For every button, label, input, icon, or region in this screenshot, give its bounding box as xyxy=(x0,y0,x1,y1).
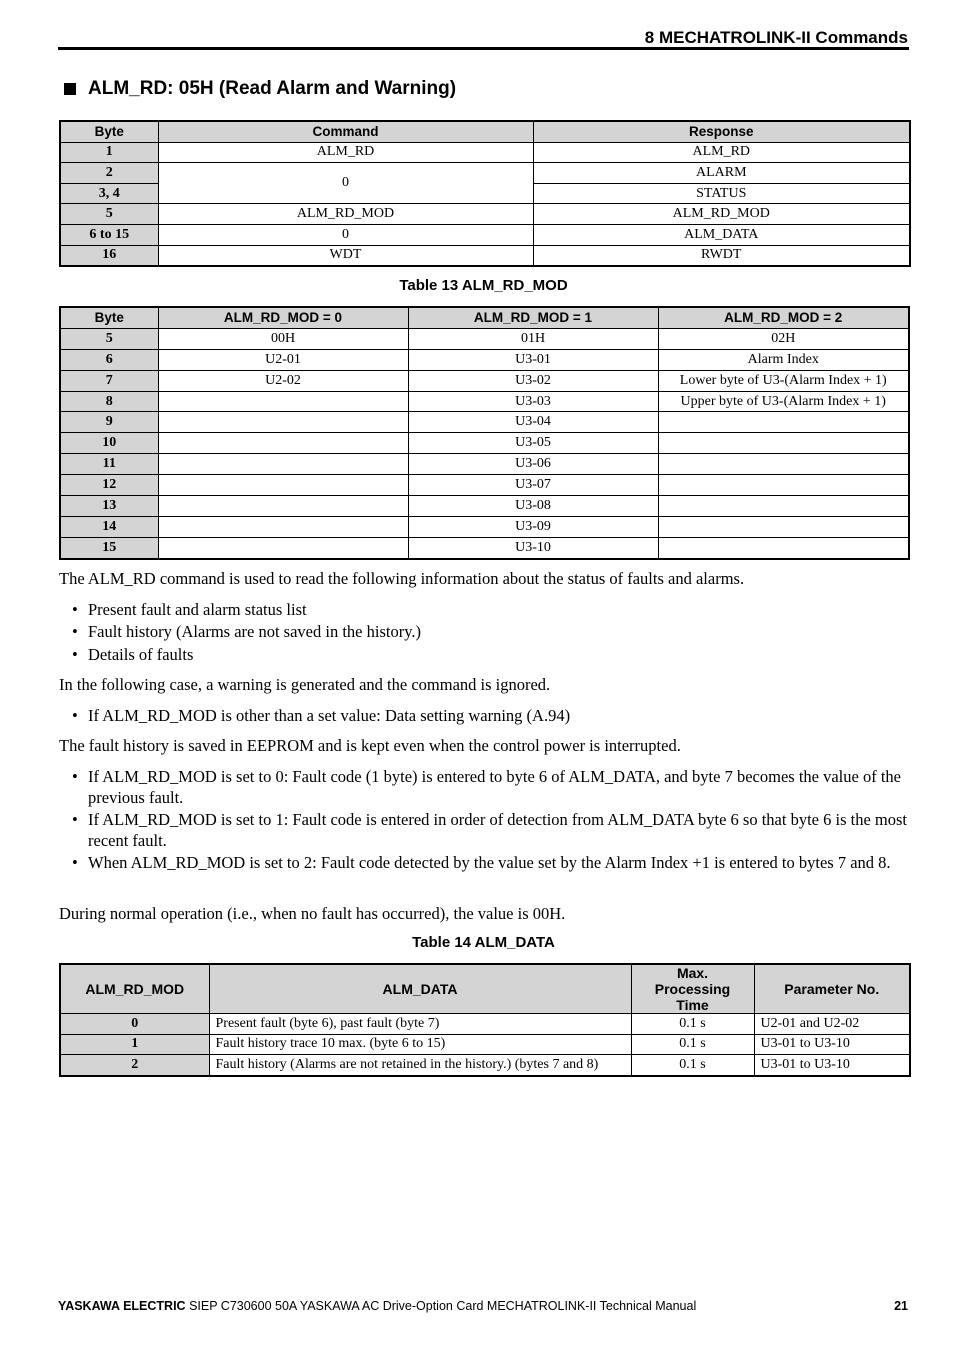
table-14-caption: Table 14 ALM_DATA xyxy=(412,934,555,951)
table-header-row xyxy=(60,121,910,142)
square-bullet-icon xyxy=(64,83,76,95)
byte-cell: 1 xyxy=(60,142,158,163)
table-13-caption: Table 13 ALM_RD_MOD xyxy=(399,277,568,294)
table-cell: 0.1 s xyxy=(631,1055,754,1076)
table-cell: 00H xyxy=(158,328,408,349)
table-cell: U2-02 xyxy=(158,370,408,391)
row-key-cell: 14 xyxy=(60,516,158,537)
command-cell: 0 xyxy=(158,224,533,245)
table-body xyxy=(60,328,909,558)
table-row xyxy=(60,516,909,537)
list-item-text: If ALM_RD_MOD is set to 0: Fault code (1 byte) is entered to byte 6 of ALM_DATA, and byte 7 becomes the value of the previous fault. xyxy=(88,767,901,807)
table-row xyxy=(60,1034,910,1055)
footer-manual-title: SIEP C730600 50A YASKAWA AC Drive-Option Card MECHATROLINK-II Technical Manual xyxy=(189,1299,697,1313)
footer-text xyxy=(58,1299,696,1313)
command-cell: 0 xyxy=(158,163,533,204)
list-item-text: If ALM_RD_MOD is other than a set value: Data setting warning (A.94) xyxy=(88,706,571,725)
table-cell: U3-01 to U3-10 xyxy=(754,1055,910,1076)
table-row xyxy=(60,412,909,433)
table-row xyxy=(60,163,910,184)
row-key-cell: 11 xyxy=(60,454,158,475)
table-cell: U3-05 xyxy=(408,433,658,454)
table-cell xyxy=(158,516,408,537)
byte-cell: 6 to 15 xyxy=(60,224,158,245)
row-key-cell: 0 xyxy=(60,1014,209,1035)
table-cell: U3-10 xyxy=(408,537,658,558)
table-row xyxy=(60,370,909,391)
command-cell: ALM_RD_MOD xyxy=(158,204,533,225)
column-header: Byte xyxy=(60,307,158,328)
table-row xyxy=(60,142,910,163)
column-header: ALM_RD_MOD = 0 xyxy=(158,307,408,328)
table-cell: 0.1 s xyxy=(631,1014,754,1035)
normal-operation-paragraph: During normal operation (i.e., when no fault has occurred), the value is 00H. xyxy=(59,904,566,923)
row-key-cell: 1 xyxy=(60,1034,209,1055)
list-item-text: When ALM_RD_MOD is set to 2: Fault code detected by the value set by the Alarm Index +1 is entered to bytes 7 and 8. xyxy=(88,853,891,872)
command-cell: WDT xyxy=(158,245,533,266)
table-row xyxy=(60,328,909,349)
byte-cell: 3, 4 xyxy=(60,183,158,204)
table-cell: U3-04 xyxy=(408,412,658,433)
column-header: Max. Processing Time xyxy=(631,964,754,1014)
table-row xyxy=(60,245,910,266)
table-cell xyxy=(158,433,408,454)
table-cell: U3-01 to U3-10 xyxy=(754,1034,910,1055)
list-item-text: If ALM_RD_MOD is set to 1: Fault code is entered in order of detection from ALM_DATA byte 6 so that byte 6 is the most recent fault. xyxy=(88,810,907,850)
list-item-text: Details of faults xyxy=(88,645,194,664)
bullet-icon: • xyxy=(72,600,78,619)
command-cell: ALM_RD xyxy=(158,142,533,163)
eeprom-paragraph: The fault history is saved in EEPROM and is kept even when the control power is interrupted. xyxy=(59,736,681,755)
column-header: ALM_RD_MOD xyxy=(60,964,209,1014)
list-item xyxy=(72,599,910,620)
table-cell xyxy=(658,516,909,537)
table-cell: U2-01 xyxy=(158,349,408,370)
bullet-icon: • xyxy=(72,810,78,829)
alm-data-table xyxy=(59,963,911,1077)
row-key-cell: 7 xyxy=(60,370,158,391)
table-cell xyxy=(658,412,909,433)
section-title: ALM_RD: 05H (Read Alarm and Warning) xyxy=(88,78,457,99)
table-cell: U3-07 xyxy=(408,475,658,496)
chapter-title: 8 MECHATROLINK-II Commands xyxy=(644,28,908,47)
list-item xyxy=(72,644,910,665)
table-cell: Alarm Index xyxy=(658,349,909,370)
table-header-row xyxy=(60,307,909,328)
response-cell: RWDT xyxy=(533,245,910,266)
response-cell: ALM_RD_MOD xyxy=(533,204,910,225)
table-row xyxy=(60,454,909,475)
row-key-cell: 13 xyxy=(60,496,158,517)
column-header: ALM_DATA xyxy=(209,964,631,1014)
row-key-cell: 6 xyxy=(60,349,158,370)
row-key-cell: 12 xyxy=(60,475,158,496)
table-row xyxy=(60,475,909,496)
row-key-cell: 5 xyxy=(60,328,158,349)
table-cell: U2-01 and U2-02 xyxy=(754,1014,910,1035)
bullet-icon: • xyxy=(72,853,78,872)
table-row xyxy=(60,349,909,370)
table-cell: Lower byte of U3-(Alarm Index + 1) xyxy=(658,370,909,391)
table-row xyxy=(60,433,909,454)
bullet-icon: • xyxy=(72,645,78,664)
column-header: Command xyxy=(158,121,533,142)
table-cell xyxy=(658,475,909,496)
table-cell xyxy=(658,537,909,558)
table-row xyxy=(60,537,909,558)
table-cell: U3-03 xyxy=(408,391,658,412)
table-row xyxy=(60,496,909,517)
table-cell xyxy=(158,412,408,433)
table-cell xyxy=(158,537,408,558)
intro-paragraph: The ALM_RD command is used to read the following information about the status of faults and alarms. xyxy=(59,569,745,588)
row-key-cell: 8 xyxy=(60,391,158,412)
alm-rd-mod-table xyxy=(59,306,910,560)
table-cell: Upper byte of U3-(Alarm Index + 1) xyxy=(658,391,909,412)
warning-paragraph: In the following case, a warning is generated and the command is ignored. xyxy=(59,675,551,694)
table-cell: U3-08 xyxy=(408,496,658,517)
section-heading xyxy=(64,78,456,100)
table-cell xyxy=(658,433,909,454)
table-row xyxy=(60,204,910,225)
list-item xyxy=(72,809,910,851)
table-cell xyxy=(158,496,408,517)
list-item xyxy=(72,705,910,726)
table-cell: U3-09 xyxy=(408,516,658,537)
table-cell xyxy=(158,475,408,496)
column-header: Byte xyxy=(60,121,158,142)
list-item xyxy=(72,766,910,808)
byte-cell: 16 xyxy=(60,245,158,266)
table-cell: Present fault (byte 6), past fault (byte 7) xyxy=(209,1014,631,1035)
byte-cell: 2 xyxy=(60,163,158,184)
bullet-icon: • xyxy=(72,622,78,641)
row-key-cell: 2 xyxy=(60,1055,209,1076)
table-cell: Fault history (Alarms are not retained in the history.) (bytes 7 and 8) xyxy=(209,1055,631,1076)
table-cell xyxy=(158,454,408,475)
list-item-text: Present fault and alarm status list xyxy=(88,600,307,619)
table-header-row xyxy=(60,964,910,1014)
bullet-icon: • xyxy=(72,767,78,786)
table-cell: U3-06 xyxy=(408,454,658,475)
table-row xyxy=(60,224,910,245)
bullet-icon: • xyxy=(72,706,78,725)
table-cell: U3-02 xyxy=(408,370,658,391)
list-item-text: Fault history (Alarms are not saved in the history.) xyxy=(88,622,421,641)
list-item xyxy=(72,621,910,642)
row-key-cell: 10 xyxy=(60,433,158,454)
table-cell: 0.1 s xyxy=(631,1034,754,1055)
table-cell xyxy=(158,391,408,412)
list-item xyxy=(72,852,910,873)
page-number: 21 xyxy=(894,1299,908,1313)
table-row xyxy=(60,1014,910,1035)
byte-cell: 5 xyxy=(60,204,158,225)
table-row xyxy=(60,1055,910,1076)
row-key-cell: 15 xyxy=(60,537,158,558)
response-cell: STATUS xyxy=(533,183,910,204)
column-header: Response xyxy=(533,121,910,142)
header-rule xyxy=(58,47,909,50)
response-cell: ALARM xyxy=(533,163,910,184)
response-cell: ALM_RD xyxy=(533,142,910,163)
response-cell: ALM_DATA xyxy=(533,224,910,245)
row-key-cell: 9 xyxy=(60,412,158,433)
table-cell xyxy=(658,496,909,517)
footer-brand: YASKAWA ELECTRIC xyxy=(58,1299,186,1313)
column-header: ALM_RD_MOD = 1 xyxy=(408,307,658,328)
table-cell xyxy=(658,454,909,475)
table-body xyxy=(60,1014,910,1076)
column-header: Parameter No. xyxy=(754,964,910,1014)
table-cell: Fault history trace 10 max. (byte 6 to 15) xyxy=(209,1034,631,1055)
table-cell: 02H xyxy=(658,328,909,349)
table-row xyxy=(60,391,909,412)
command-response-table xyxy=(59,120,911,267)
column-header: ALM_RD_MOD = 2 xyxy=(658,307,909,328)
table-cell: U3-01 xyxy=(408,349,658,370)
table-cell: 01H xyxy=(408,328,658,349)
